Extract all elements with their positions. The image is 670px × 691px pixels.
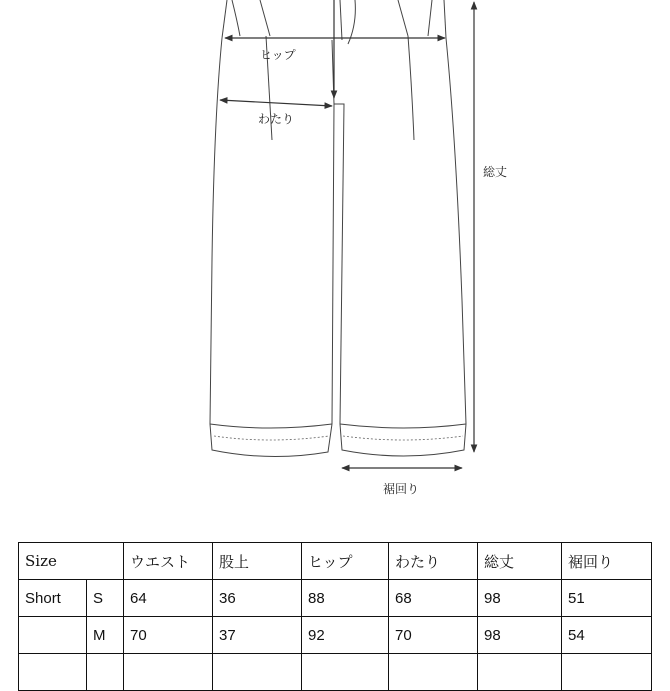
left-leg-outer bbox=[210, 38, 222, 424]
length-label: 総丈 bbox=[483, 165, 508, 179]
value-cell: 98 bbox=[478, 580, 562, 617]
value-cell: 51 bbox=[562, 580, 652, 617]
size-table bbox=[18, 542, 652, 691]
value-cell: 36 bbox=[213, 580, 302, 617]
size-cell: S bbox=[87, 580, 124, 617]
header-size: Size bbox=[19, 543, 124, 580]
group-cell: Short bbox=[19, 580, 87, 617]
hip-label: ヒップ bbox=[260, 48, 296, 62]
left-pocket-line bbox=[232, 0, 240, 36]
right-hem-top bbox=[340, 424, 466, 428]
value-cell: 88 bbox=[302, 580, 389, 617]
right-leg-outer bbox=[446, 38, 466, 424]
right-leg-inner bbox=[334, 104, 344, 424]
table-row bbox=[19, 617, 652, 654]
value-cell: 98 bbox=[478, 617, 562, 654]
size-cell: M bbox=[87, 617, 124, 654]
value-cell: 68 bbox=[389, 580, 478, 617]
left-side-seam-top bbox=[222, 0, 227, 38]
hem-label: 裾回り bbox=[383, 482, 420, 496]
value-cell: 64 bbox=[124, 580, 213, 617]
table-header-row bbox=[19, 543, 652, 580]
right-crease bbox=[408, 36, 414, 140]
thigh-label: わたり bbox=[258, 112, 295, 126]
value-cell: 70 bbox=[389, 617, 478, 654]
left-hem-top bbox=[210, 424, 332, 428]
pleat-left bbox=[260, 0, 270, 36]
header-length: 総丈 bbox=[478, 543, 562, 580]
right-side-seam-top bbox=[444, 0, 446, 38]
pleat-right bbox=[398, 0, 408, 36]
table-row-cut-off bbox=[19, 654, 652, 691]
header-thigh: わたり bbox=[389, 543, 478, 580]
value-cell: 70 bbox=[124, 617, 213, 654]
table-row bbox=[19, 580, 652, 617]
right-hem-stitch bbox=[343, 436, 463, 440]
header-hem: 裾回り bbox=[562, 543, 652, 580]
fly-line bbox=[340, 0, 342, 40]
group-cell bbox=[19, 617, 87, 654]
header-rise: 股上 bbox=[213, 543, 302, 580]
left-hem-stitch bbox=[214, 436, 329, 440]
header-hip: ヒップ bbox=[302, 543, 389, 580]
right-pocket-line bbox=[428, 0, 432, 36]
value-cell: 37 bbox=[213, 617, 302, 654]
header-waist: ウエスト bbox=[124, 543, 213, 580]
value-cell: 92 bbox=[302, 617, 389, 654]
thigh-arrow bbox=[220, 100, 332, 106]
value-cell: 54 bbox=[562, 617, 652, 654]
